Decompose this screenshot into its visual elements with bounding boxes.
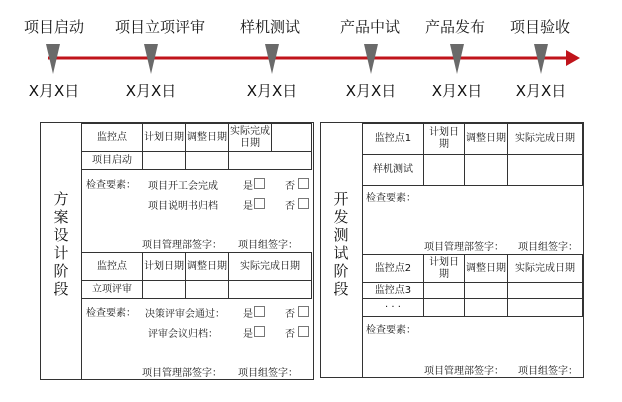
yes-label: 是 [243,181,253,192]
yes-checkbox[interactable] [254,326,265,337]
adjust-date-cell[interactable] [464,154,508,186]
check-elements-label: 检查要素： [86,308,136,319]
yes-label: 是 [243,201,253,212]
no-label: 否 [285,201,295,212]
no-checkbox[interactable] [298,306,309,317]
adjust-date-cell[interactable] [464,282,508,299]
timeline-arrowhead [566,50,580,66]
header-adjust-date: 调整日期 [185,123,229,152]
no-label: 否 [285,309,295,320]
header-plan-date: 计划日期 [142,123,186,152]
plan-date-cell[interactable] [142,151,186,170]
no-label: 否 [285,329,295,340]
monitor-point-cell: 样机测试 [362,154,424,186]
mgmt-signature-label: 项目管理部签字： [142,368,222,379]
no-checkbox[interactable] [298,178,309,189]
check-item: 项目开工会完成 [148,181,218,192]
actual-date-cell[interactable] [507,154,583,186]
team-signature-label: 项目组签字： [238,240,298,251]
yes-checkbox[interactable] [254,178,265,189]
header-adjust-date: 调整日期 [185,252,229,281]
milestone-date: X月X日 [515,82,567,100]
stage-title: 方 案 设 计 阶 段 [53,190,69,298]
team-signature-label: 项目组签字： [238,368,298,379]
monitor-point-cell: · · · [362,298,424,317]
milestone-date: X月X日 [431,82,483,100]
mgmt-signature-label: 项目管理部签字： [424,366,504,377]
check-item: 项目说明书归档 [148,201,218,212]
header-actual-date: 实际完成日期 [507,123,583,155]
milestone-label: 项目启动 [23,18,85,36]
milestone-date: X月X日 [246,82,298,100]
header-actual-date: 实际完成日期 [507,254,583,283]
actual-date-cell[interactable] [228,151,312,170]
header-blank [271,123,312,152]
plan-date-cell[interactable] [142,280,186,299]
check-item: 评审会议归档： [148,329,218,340]
header-adjust-date: 调整日期 [464,123,508,155]
plan-date-cell[interactable] [423,298,465,317]
check-elements-label: 检查要素： [366,325,416,336]
header-monitor-point: 监控点 [81,252,143,281]
header-actual-date: 实际完成日期 [228,123,272,152]
plan-date-cell[interactable] [423,282,465,299]
header-actual-date: 实际完成日期 [228,252,312,281]
actual-date-cell[interactable] [507,282,583,299]
header-monitor-point: 监控点1 [362,123,424,155]
actual-date-cell[interactable] [507,298,583,317]
no-label: 否 [285,181,295,192]
milestone-label: 样机测试 [239,18,301,36]
yes-checkbox[interactable] [254,306,265,317]
plan-date-cell[interactable] [423,154,465,186]
header-adjust-date: 调整日期 [464,254,508,283]
milestone-label: 产品发布 [424,18,486,36]
monitor-point-cell: 监控点3 [362,282,424,299]
header-plan-date: 计划日期 [423,123,465,155]
milestone-label: 产品中试 [339,18,401,36]
yes-checkbox[interactable] [254,198,265,209]
timeline-graphic [0,0,622,80]
adjust-date-cell[interactable] [185,280,229,299]
check-elements-label: 检查要素： [366,193,416,204]
header-plan-date: 计划日期 [423,254,465,283]
mgmt-signature-label: 项目管理部签字： [142,240,222,251]
team-signature-label: 项目组签字： [518,366,578,377]
milestone-label: 项目验收 [509,18,571,36]
milestone-date: X月X日 [125,82,177,100]
yes-label: 是 [243,309,253,320]
monitor-point-cell: 项目启动 [81,151,143,170]
monitor-point-cell: 立项评审 [81,280,143,299]
check-elements-label: 检查要素： [86,180,136,191]
milestone-label: 项目立项评审 [114,18,206,36]
milestone-date: X月X日 [28,82,80,100]
no-checkbox[interactable] [298,326,309,337]
actual-date-cell[interactable] [228,280,312,299]
milestone-date: X月X日 [345,82,397,100]
yes-label: 是 [243,329,253,340]
header-monitor-point: 监控点2 [362,254,424,283]
header-plan-date: 计划日期 [142,252,186,281]
adjust-date-cell[interactable] [185,151,229,170]
header-monitor-point: 监控点 [81,123,143,152]
no-checkbox[interactable] [298,198,309,209]
mgmt-signature-label: 项目管理部签字： [424,242,504,253]
stage-title: 开 发 测 试 阶 段 [333,190,349,298]
adjust-date-cell[interactable] [464,298,508,317]
team-signature-label: 项目组签字： [518,242,578,253]
check-item: 决策评审会通过： [145,309,225,320]
